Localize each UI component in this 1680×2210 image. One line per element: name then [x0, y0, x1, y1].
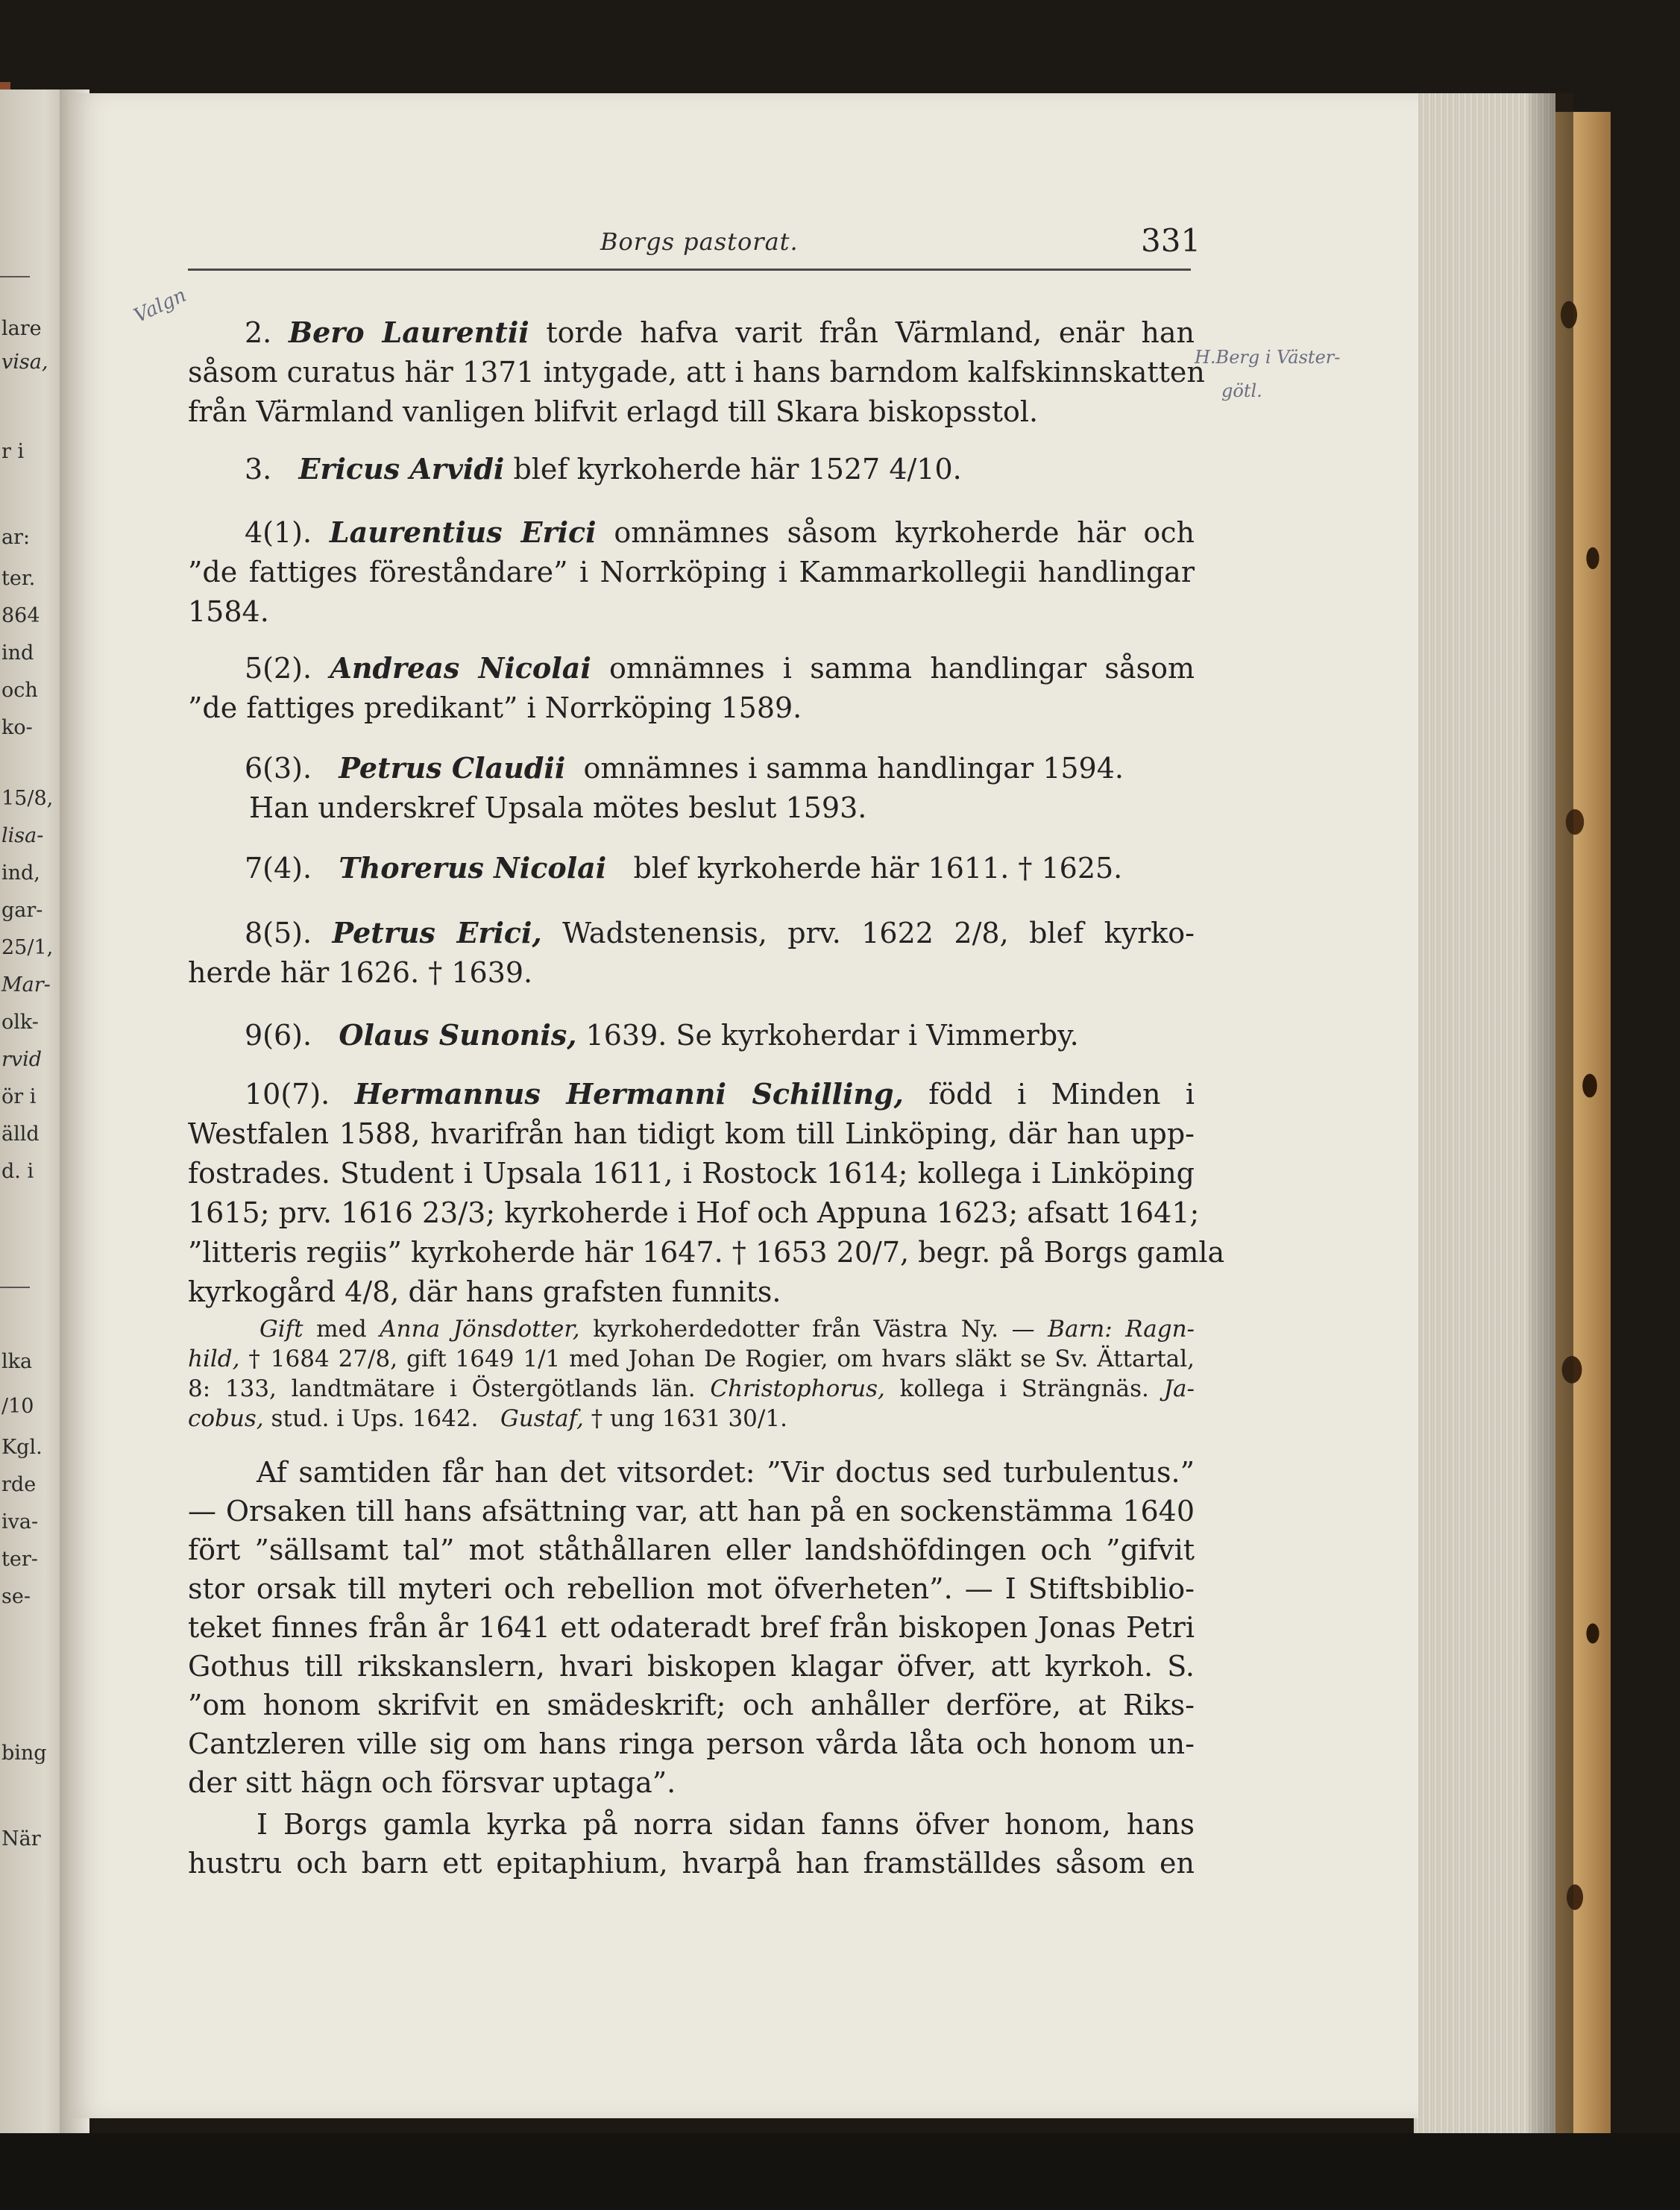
family-text: Anna Jönsdotter,	[380, 1316, 580, 1343]
entry-4-line-1	[188, 515, 1195, 550]
left-fragment: gar-	[1, 899, 43, 922]
entry-5-line-1	[188, 650, 1195, 686]
entry-4-line-3: 1584.	[188, 595, 269, 628]
left-fragment: /10	[1, 1395, 34, 1418]
entry-text: blef kyrko-	[1029, 917, 1195, 949]
date-fraction: 4/10.	[889, 453, 962, 486]
left-fragment: olk-	[1, 1011, 39, 1034]
left-fragment: När	[1, 1827, 41, 1850]
entry-4-line-2: ”de fattiges föreståndare” i Norrköping i Kammarkollegii handlingar	[188, 556, 1195, 588]
entry-number: 10(7).	[245, 1078, 330, 1111]
left-fragment: Kgl.	[1, 1436, 43, 1459]
priest-name: Bero Laurentii	[288, 316, 529, 349]
family-text: Gift	[259, 1316, 303, 1343]
running-head-title: Borgs pastorat.	[600, 227, 799, 256]
priest-name: Petrus Claudii	[339, 751, 566, 785]
paragraph-1-line: — Orsaken till hans afsättning var, att han på en sockenstämma 1640	[188, 1495, 1195, 1528]
entry-9-line-1	[188, 1017, 1195, 1053]
family-line-2	[188, 1344, 1195, 1374]
entry-number: 5(2).	[245, 652, 312, 685]
handwritten-note-left: Valgn	[130, 283, 190, 328]
entry-number: 6(3).	[245, 752, 312, 785]
date-fraction: 30/1.	[728, 1405, 787, 1432]
paragraph-2-line: hustru och barn ett epitaphium, hvarpå han framställdes såsom en	[188, 1847, 1195, 1880]
paragraph-1-line: teket finnes från år 1641 ett odateradt bref från biskopen Jonas Petri	[188, 1611, 1195, 1644]
entry-text: torde hafva varit från Värmland, enär han	[546, 316, 1195, 349]
family-text: kyrkoherdedotter från Västra Ny. —	[593, 1316, 1035, 1343]
priest-name: Laurentius Erici	[329, 515, 597, 549]
entry-3-line-1	[188, 451, 1195, 487]
entry-text: där hans grafsten funnits.	[408, 1275, 781, 1308]
paragraph-1-line: der sitt hägn och försvar uptaga”.	[188, 1766, 676, 1799]
family-text: hild,	[188, 1346, 240, 1372]
priest-name: Thorerus Nicolai	[339, 851, 607, 885]
entry-text: kyrkoherde i Hof och Appuna 1623; afsatt 1641;	[504, 1196, 1200, 1229]
family-text: Ja-	[1163, 1375, 1195, 1402]
left-fragment: d. i	[1, 1160, 34, 1183]
page-number: 331	[1141, 222, 1201, 259]
family-line-3	[188, 1374, 1195, 1404]
family-line-1	[188, 1314, 1195, 1344]
entry-number: 7(4).	[245, 852, 312, 885]
entry-10-line-6	[188, 1274, 1195, 1310]
left-fragment: 864	[1, 604, 40, 627]
family-text: † 1684	[248, 1346, 330, 1372]
date-fraction: 4/8,	[345, 1275, 400, 1308]
entry-text: ”litteris regiis” kyrkoherde här 1647. † 1653	[188, 1236, 828, 1269]
family-text: cobus,	[188, 1405, 264, 1432]
paragraph-1-line: stor orsak till myteri och rebellion mot öfverheten”. — I Stiftsbiblio-	[188, 1572, 1195, 1605]
date-fraction: 20/7,	[836, 1236, 910, 1269]
priest-name: Hermannus Hermanni Schilling,	[354, 1077, 904, 1111]
left-fragment: ko-	[1, 716, 33, 739]
entry-text: blef kyrkoherde här 1527	[513, 453, 881, 486]
entry-text: omnämnes såsom kyrkoherde här och	[614, 516, 1195, 549]
family-text: Barn: Ragn-	[1048, 1316, 1195, 1343]
entry-8-line-2: herde här 1626. † 1639.	[188, 956, 533, 989]
entry-6-line-1	[188, 750, 1195, 786]
left-fragment: ter.	[1, 567, 36, 590]
date-fraction: 2/8,	[954, 917, 1009, 949]
entry-text: född i Minden i	[928, 1078, 1195, 1111]
entry-10-line-4	[188, 1195, 1200, 1231]
family-text: Christophorus,	[710, 1375, 885, 1402]
priest-name: Andreas Nicolai	[330, 651, 591, 685]
left-fragment: lisa-	[1, 824, 44, 847]
family-text: med Johan De Rogier, om hvars släkt se Sv. Ättartal,	[569, 1346, 1195, 1372]
entry-2-line-3: från Värmland vanligen blifvit erlagd till Skara biskopsstol.	[188, 395, 1039, 428]
left-fragment: ter-	[1, 1548, 38, 1571]
family-text: † ung 1631	[591, 1405, 721, 1432]
priest-name: Olaus Sunonis,	[339, 1018, 577, 1052]
paragraph-1-line: Cantzleren ville sig om hans ringa person vårda låta och honom un-	[188, 1727, 1195, 1760]
left-fragment: ind,	[1, 861, 40, 885]
left-page-rule	[0, 276, 30, 277]
left-fragment: 25/1,	[1, 936, 54, 959]
handwritten-note-right: H.Berg i Väster-	[1195, 347, 1341, 368]
date-fraction: 27/8,	[338, 1346, 398, 1372]
left-fragment: visa,	[1, 351, 48, 374]
entry-2-line-1	[188, 315, 1195, 351]
entry-8-line-1	[188, 915, 1195, 951]
date-fraction: 1/1	[523, 1346, 561, 1372]
entry-10-line-2: Westfalen 1588, hvarifrån han tidigt kom till Linköping, där han upp-	[188, 1117, 1195, 1150]
left-fragment: ör i	[1, 1085, 37, 1108]
scan-background-bottom	[0, 2133, 1680, 2210]
family-text: stud. i Ups. 1642.	[271, 1405, 479, 1432]
family-line-4	[188, 1404, 1195, 1434]
entry-number: 8(5).	[245, 917, 312, 949]
paragraph-1-line: fört ”sällsamt tal” mot ståthållaren eller landshöfdingen och ”gifvit	[188, 1533, 1195, 1566]
entry-10-line-3: fostrades. Student i Upsala 1611, i Rostock 1614; kollega i Linköping	[188, 1157, 1195, 1190]
entry-text: omnämnes i samma handlingar såsom	[609, 652, 1195, 685]
entry-2-line-2: såsom curatus här 1371 intygade, att i hans barndom kalfskinnskatten	[188, 356, 1205, 389]
entry-5-line-2: ”de fattiges predikant” i Norrköping 1589.	[188, 691, 802, 724]
left-fragment: se-	[1, 1585, 31, 1608]
entry-number: 9(6).	[245, 1019, 312, 1052]
entry-number: 3.	[245, 453, 272, 486]
entry-text: omnämnes i samma handlingar 1594.	[583, 752, 1124, 785]
family-text: gift 1649	[406, 1346, 515, 1372]
left-fragment: älld	[1, 1123, 40, 1146]
family-text: med	[316, 1316, 367, 1343]
left-fragment: rde	[1, 1473, 37, 1496]
entry-10-line-1	[188, 1076, 1195, 1112]
paragraph-1-line: ”om honom skrifvit en smädeskrift; och anhåller derföre, at Riks-	[188, 1689, 1195, 1721]
entry-7-line-1	[188, 850, 1195, 886]
left-fragment: rvid	[1, 1048, 43, 1071]
date-fraction: 23/3;	[422, 1196, 496, 1229]
running-head-rule	[188, 269, 1191, 271]
entry-number: 4(1).	[245, 516, 312, 549]
family-text: Gustaf,	[500, 1405, 584, 1432]
entry-text: begr. på Borgs gamla	[918, 1236, 1225, 1269]
left-fragment: lare	[1, 317, 42, 340]
left-fragment: ar:	[1, 526, 31, 549]
paragraph-1-line: Gothus till rikskanslern, hvari biskopen klagar öfver, att kyrkoh. S.	[188, 1650, 1195, 1683]
handwritten-note-right-2: götl.	[1221, 380, 1262, 401]
left-fragment: iva-	[1, 1510, 39, 1533]
page-block-shadow	[1529, 93, 1573, 2159]
entry-10-line-5	[188, 1234, 1225, 1270]
left-fragment: 15/8,	[1, 787, 54, 810]
priest-name: Ericus Arvidi	[298, 452, 505, 486]
entry-number: 2.	[245, 316, 272, 349]
family-text: 8: 133, landtmätare i Östergötlands län.	[188, 1375, 696, 1402]
left-page-rule	[0, 1287, 30, 1288]
paragraph-2-line: I Borgs gamla kyrka på norra sidan fanns öfver honom, hans	[257, 1808, 1195, 1841]
left-fragment: ind	[1, 641, 34, 665]
entry-text: Wadstenensis, prv. 1622	[562, 917, 934, 949]
family-text: kollega i Strängnäs.	[899, 1375, 1149, 1402]
entry-text: 1615; prv. 1616	[188, 1196, 413, 1229]
entry-text: 1639. Se kyrkoherdar i Vimmerby.	[585, 1019, 1079, 1052]
left-fragment: bing	[1, 1742, 47, 1765]
left-fragment: lka	[1, 1350, 33, 1373]
entry-text: kyrkogård	[188, 1275, 336, 1308]
left-fragment: Mar-	[1, 973, 51, 996]
priest-name: Petrus Erici,	[332, 916, 542, 949]
entry-6-line-2: Han underskref Upsala mötes beslut 1593.	[249, 791, 867, 824]
left-fragment: och	[1, 679, 38, 702]
paragraph-1-line: Af samtiden får han det vitsordet: ”Vir doctus sed turbulentus.”	[257, 1456, 1195, 1489]
left-fragment: r i	[1, 440, 25, 463]
entry-text: blef kyrkoherde här 1611. † 1625.	[633, 852, 1123, 885]
